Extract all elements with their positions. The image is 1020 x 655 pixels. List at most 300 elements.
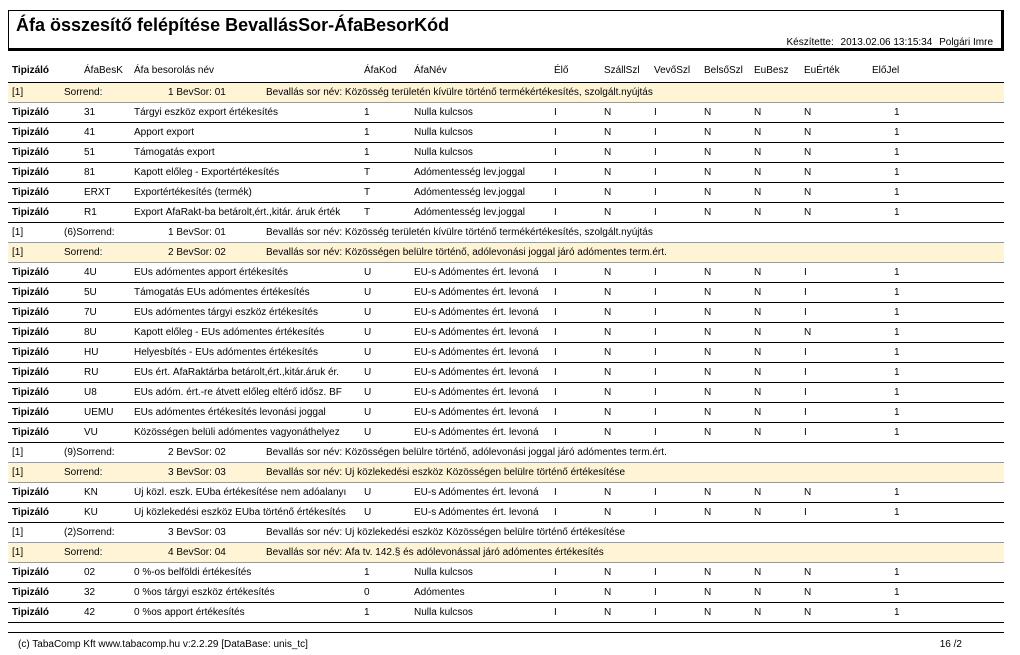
szallszl-cell: N [604,267,612,278]
tipizalo-cell: Tipizáló [12,407,50,418]
vevoszl-cell: I [654,167,657,178]
afakod-cell: T [364,167,371,178]
vevoszl-cell: I [654,287,657,298]
afakod-cell: T [364,207,371,218]
belsoszl-cell: N [704,147,712,158]
besorolas-cell: EUs adómentes apport értékesítés [134,267,288,278]
szallszl-cell: N [604,507,612,518]
belsoszl-cell: N [704,327,712,338]
tipizalo-cell: Tipizáló [12,187,50,198]
code-cell: KN [84,487,98,498]
elojel-cell: 1 [894,427,900,438]
eubesz-cell: N [754,427,762,438]
tipizalo-cell: Tipizáló [12,507,50,518]
afanev-cell: EU-s Adómentes ért. levoná [414,307,539,318]
besorolas-cell: Export ÁfaRakt-ba betárolt,ért.,kitár. áruk érték [134,207,341,218]
report-rows [8,83,1004,623]
belsoszl-cell: N [704,387,712,398]
sorrend-label: Sorrend: [64,87,103,98]
eubesz-cell: N [754,127,762,138]
belsoszl-cell: N [704,107,712,118]
col-afakod: ÁfaKod [364,65,397,76]
besorolas-cell: Támogatás export [134,147,215,158]
besorolas-cell: Új közlekedési eszköz EUba történő értékesítés [134,507,346,518]
euertek-cell: N [804,147,812,158]
besorolas-cell: 0 %os apport értékesítés [134,607,245,618]
afakod-cell: 0 [364,587,370,598]
elojel-cell: 1 [894,287,900,298]
code-cell: 8U [84,327,97,338]
elo-cell: I [554,187,557,198]
afakod-cell: 1 [364,147,370,158]
euertek-cell: N [804,327,812,338]
elo-cell: I [554,407,557,418]
tipizalo-cell: Tipizáló [12,487,50,498]
szallszl-cell: N [604,427,612,438]
euertek-cell: N [804,567,812,578]
afakod-cell: U [364,307,372,318]
besorolas-cell: Tárgyi eszköz export értékesítés [134,107,278,118]
bevallas-sor-nev: Bevallás sor név: Közösség területén kívülre történő termékértékesítés, szolgált.nyújtás [266,227,653,238]
code-cell: R1 [84,207,97,218]
code-cell: 7U [84,307,97,318]
belsoszl-cell: N [704,267,712,278]
code-cell: RU [84,367,99,378]
table-row [8,423,1004,443]
sorrend-label: (2)Sorrend: [64,527,115,538]
vevoszl-cell: I [654,127,657,138]
made-datetime: 2013.02.06 13:15:34 [840,37,933,48]
belsoszl-cell: N [704,207,712,218]
bevsor-label: 2 BevSor: 02 [168,447,226,458]
code-cell: UEMU [84,407,114,418]
footer-copyright: (c) TabaComp Kft www.tabacomp.hu v:2.2.29 [DataBase: unis_tc] [18,639,308,650]
szallszl-cell: N [604,587,612,598]
vevoszl-cell: I [654,587,657,598]
vevoszl-cell: I [654,367,657,378]
vevoszl-cell: I [654,187,657,198]
bevallas-sor-nev: Bevallás sor név: Áfa tv. 142.§ és adólevonással járó adómentes értékesítés [266,547,604,558]
vevoszl-cell: I [654,307,657,318]
eubesz-cell: N [754,607,762,618]
group-summary-row [8,223,1004,243]
group-header-row [8,463,1004,483]
euertek-cell: N [804,487,812,498]
sorrend-label: (9)Sorrend: [64,447,115,458]
vevoszl-cell: I [654,427,657,438]
elo-cell: I [554,167,557,178]
eubesz-cell: N [754,287,762,298]
belsoszl-cell: N [704,367,712,378]
afanev-cell: EU-s Adómentes ért. levoná [414,267,539,278]
group-header-row [8,243,1004,263]
besorolas-cell: Kapott előleg - EUs adómentes értékesítés [134,327,325,338]
col-elojel: ElőJel [872,65,900,76]
table-row [8,403,1004,423]
tipizalo-cell: Tipizáló [12,147,50,158]
vevoszl-cell: I [654,107,657,118]
eubesz-cell: N [754,107,762,118]
afanev-cell: EU-s Adómentes ért. levoná [414,507,539,518]
eubesz-cell: N [754,407,762,418]
elojel-cell: 1 [894,207,900,218]
col-besorolas: Áfa besorolás név [134,65,215,76]
belsoszl-cell: N [704,427,712,438]
code-cell: 02 [84,567,96,578]
euertek-cell: I [804,287,807,298]
afanev-cell: EU-s Adómentes ért. levoná [414,407,539,418]
afakod-cell: U [364,387,372,398]
elojel-cell: 1 [894,387,900,398]
vevoszl-cell: I [654,387,657,398]
code-cell: 42 [84,607,96,618]
elojel-cell: 1 [894,487,900,498]
euertek-cell: I [804,367,807,378]
tipizalo-cell: Tipizáló [12,607,50,618]
besorolas-cell: EUs adóm. ért.-re átvett előleg eltérő idősz. BF [134,387,342,398]
table-row [8,143,1004,163]
afakod-cell: U [364,327,372,338]
bevsor-label: 3 BevSor: 03 [168,467,226,478]
code-cell: VU [84,427,98,438]
euertek-cell: I [804,347,807,358]
sorrend-label: Sorrend: [64,247,103,258]
vevoszl-cell: I [654,407,657,418]
elo-cell: I [554,347,557,358]
elo-cell: I [554,207,557,218]
afanev-cell: EU-s Adómentes ért. levoná [414,287,539,298]
afanev-cell: Nulla kulcsos [414,607,473,618]
afakod-cell: 1 [364,127,370,138]
elo-cell: I [554,127,557,138]
col-afabesk: ÁfaBesK [84,65,123,76]
group-marker: [1] [12,247,24,258]
sorrend-label: (6)Sorrend: [64,227,115,238]
szallszl-cell: N [604,487,612,498]
tipizalo-cell: Tipizáló [12,367,50,378]
page-number: 16 /2 [939,639,962,650]
code-cell: 5U [84,287,97,298]
szallszl-cell: N [604,387,612,398]
table-row [8,343,1004,363]
euertek-cell: I [804,267,807,278]
eubesz-cell: N [754,507,762,518]
besorolas-cell: EUs adómentes értékesítés levonási joggal [134,407,326,418]
afanev-cell: EU-s Adómentes ért. levoná [414,327,539,338]
eubesz-cell: N [754,207,762,218]
report-title: Áfa összesítő felépítése BevallásSor-ÁfaBesorKód [16,15,450,35]
eubesz-cell: N [754,347,762,358]
afanev-cell: EU-s Adómentes ért. levoná [414,387,539,398]
afanev-cell: Adómentesség lev.joggal [414,207,525,218]
column-header [8,62,1004,83]
col-szallszl: SzállSzl [604,65,640,76]
besorolas-cell: Apport export [134,127,195,138]
elojel-cell: 1 [894,407,900,418]
belsoszl-cell: N [704,607,712,618]
elo-cell: I [554,587,557,598]
bevsor-label: 2 BevSor: 02 [168,247,226,258]
col-elo: Élő [554,65,569,76]
tipizalo-cell: Tipizáló [12,207,50,218]
elojel-cell: 1 [894,107,900,118]
vevoszl-cell: I [654,347,657,358]
report-header [8,10,1004,51]
code-cell: 4U [84,267,97,278]
tipizalo-cell: Tipizáló [12,307,50,318]
table-row [8,603,1004,623]
tipizalo-cell: Tipizáló [12,267,50,278]
szallszl-cell: N [604,207,612,218]
belsoszl-cell: N [704,507,712,518]
besorolas-cell: EUs ért. ÁfaRaktárba betárolt,ért.,kitár.áruk ér. [134,367,340,378]
elojel-cell: 1 [894,307,900,318]
vevoszl-cell: I [654,507,657,518]
besorolas-cell: 0 %os tárgyi eszköz értékesítés [134,587,275,598]
made-by: Polgári Imre [939,37,993,48]
report-footer [8,632,1004,655]
belsoszl-cell: N [704,407,712,418]
euertek-cell: N [804,167,812,178]
group-marker: [1] [12,467,24,478]
table-row [8,123,1004,143]
besorolas-cell: Kapott előleg - Exportértékesítés [134,167,280,178]
group-summary-row [8,443,1004,463]
afakod-cell: U [364,427,372,438]
table-row [8,303,1004,323]
besorolas-cell: Támogatás EUs adómentes értékesítés [134,287,310,298]
euertek-cell: I [804,427,807,438]
eubesz-cell: N [754,187,762,198]
elojel-cell: 1 [894,507,900,518]
table-row [8,383,1004,403]
col-tipizalo: Tipizáló [12,65,50,76]
eubesz-cell: N [754,387,762,398]
report-made-info [783,37,993,48]
afanev-cell: Nulla kulcsos [414,107,473,118]
eubesz-cell: N [754,267,762,278]
besorolas-cell: EUs adómentes tárgyi eszköz értékesítés [134,307,318,318]
table-row [8,323,1004,343]
table-row [8,203,1004,223]
szallszl-cell: N [604,347,612,358]
afanev-cell: Nulla kulcsos [414,147,473,158]
elojel-cell: 1 [894,327,900,338]
szallszl-cell: N [604,367,612,378]
eubesz-cell: N [754,167,762,178]
afakod-cell: U [364,287,372,298]
bevallas-sor-nev: Bevallás sor név: Közösség területén kívülre történő termékértékesítés, szolgált.nyújtás [266,87,653,98]
eubesz-cell: N [754,307,762,318]
eubesz-cell: N [754,587,762,598]
afakod-cell: 1 [364,607,370,618]
afakod-cell: U [364,407,372,418]
besorolas-cell: Új közl. eszk. EUba értékesítése nem adóalanyı [134,487,347,498]
elojel-cell: 1 [894,567,900,578]
eubesz-cell: N [754,487,762,498]
besorolas-cell: 0 %-os belföldi értékesítés [134,567,252,578]
table-row [8,183,1004,203]
tipizalo-cell: Tipizáló [12,567,50,578]
afanev-cell: EU-s Adómentes ért. levoná [414,367,539,378]
group-marker: [1] [12,547,24,558]
elo-cell: I [554,267,557,278]
afanev-cell: Nulla kulcsos [414,567,473,578]
euertek-cell: N [804,107,812,118]
elojel-cell: 1 [894,347,900,358]
eubesz-cell: N [754,367,762,378]
euertek-cell: N [804,187,812,198]
belsoszl-cell: N [704,187,712,198]
afakod-cell: U [364,267,372,278]
belsoszl-cell: N [704,307,712,318]
group-marker: [1] [12,87,24,98]
elo-cell: I [554,107,557,118]
afanev-cell: Adómentesség lev.joggal [414,187,525,198]
vevoszl-cell: I [654,147,657,158]
euertek-cell: I [804,507,807,518]
vevoszl-cell: I [654,207,657,218]
table-row [8,363,1004,383]
euertek-cell: N [804,587,812,598]
elo-cell: I [554,287,557,298]
elo-cell: I [554,307,557,318]
table-row [8,483,1004,503]
elojel-cell: 1 [894,167,900,178]
elojel-cell: 1 [894,367,900,378]
elo-cell: I [554,147,557,158]
eubesz-cell: N [754,327,762,338]
elojel-cell: 1 [894,267,900,278]
euertek-cell: N [804,127,812,138]
szallszl-cell: N [604,327,612,338]
belsoszl-cell: N [704,587,712,598]
afakod-cell: U [364,347,372,358]
code-cell: ERXT [84,187,111,198]
table-row [8,103,1004,123]
code-cell: U8 [84,387,97,398]
bevsor-label: 1 BevSor: 01 [168,87,226,98]
elo-cell: I [554,507,557,518]
szallszl-cell: N [604,167,612,178]
afanev-cell: EU-s Adómentes ért. levoná [414,427,539,438]
bevsor-label: 3 BevSor: 03 [168,527,226,538]
code-cell: 81 [84,167,96,178]
elo-cell: I [554,487,557,498]
bevsor-label: 1 BevSor: 01 [168,227,226,238]
group-marker: [1] [12,227,24,238]
belsoszl-cell: N [704,287,712,298]
elojel-cell: 1 [894,587,900,598]
col-afanev: ÁfaNév [414,65,447,76]
euertek-cell: I [804,307,807,318]
table-row [8,503,1004,523]
szallszl-cell: N [604,607,612,618]
afakod-cell: T [364,187,371,198]
bevsor-label: 4 BevSor: 04 [168,547,226,558]
afanev-cell: Adómentesség lev.joggal [414,167,525,178]
bevallas-sor-nev: Bevallás sor név: Közösségen belülre történő, adólevonási joggal járó adómentes term.ért. [266,247,667,258]
szallszl-cell: N [604,127,612,138]
besorolas-cell: Helyesbítés - EUs adómentes értékesítés [134,347,318,358]
elo-cell: I [554,367,557,378]
belsoszl-cell: N [704,487,712,498]
tipizalo-cell: Tipizáló [12,587,50,598]
szallszl-cell: N [604,147,612,158]
afakod-cell: U [364,367,372,378]
col-belsoszl: BelsőSzl [704,65,743,76]
elo-cell: I [554,387,557,398]
group-header-row [8,543,1004,563]
vevoszl-cell: I [654,327,657,338]
code-cell: 41 [84,127,96,138]
afakod-cell: U [364,487,372,498]
group-summary-row [8,523,1004,543]
elojel-cell: 1 [894,147,900,158]
sorrend-label: Sorrend: [64,547,103,558]
group-marker: [1] [12,447,24,458]
elojel-cell: 1 [894,607,900,618]
tipizalo-cell: Tipizáló [12,347,50,358]
afanev-cell: Adómentes [414,587,465,598]
table-row [8,283,1004,303]
tipizalo-cell: Tipizáló [12,127,50,138]
elojel-cell: 1 [894,187,900,198]
szallszl-cell: N [604,287,612,298]
elo-cell: I [554,427,557,438]
bevallas-sor-nev: Bevallás sor név: Közösségen belülre történő, adólevonási joggal járó adómentes term.ért. [266,447,667,458]
group-marker: [1] [12,527,24,538]
group-header-row [8,83,1004,103]
afanev-cell: EU-s Adómentes ért. levoná [414,347,539,358]
bevallas-sor-nev: Bevallás sor név: Új közlekedési eszköz Közösségen belülre történő értékesítése [266,467,626,478]
code-cell: KU [84,507,98,518]
code-cell: 32 [84,587,96,598]
belsoszl-cell: N [704,347,712,358]
made-label: Készítette: [786,37,834,48]
euertek-cell: I [804,387,807,398]
tipizalo-cell: Tipizáló [12,287,50,298]
szallszl-cell: N [604,407,612,418]
code-cell: 31 [84,107,96,118]
vevoszl-cell: I [654,567,657,578]
col-vevoszl: VevőSzl [654,65,691,76]
afanev-cell: EU-s Adómentes ért. levoná [414,487,539,498]
vevoszl-cell: I [654,267,657,278]
tipizalo-cell: Tipizáló [12,427,50,438]
vevoszl-cell: I [654,487,657,498]
table-row [8,583,1004,603]
afanev-cell: Nulla kulcsos [414,127,473,138]
belsoszl-cell: N [704,567,712,578]
afakod-cell: 1 [364,567,370,578]
szallszl-cell: N [604,187,612,198]
belsoszl-cell: N [704,127,712,138]
tipizalo-cell: Tipizáló [12,107,50,118]
col-euertek: EuÉrték [804,65,840,76]
tipizalo-cell: Tipizáló [12,167,50,178]
vevoszl-cell: I [654,607,657,618]
table-row [8,163,1004,183]
tipizalo-cell: Tipizáló [12,387,50,398]
szallszl-cell: N [604,107,612,118]
euertek-cell: N [804,607,812,618]
elojel-cell: 1 [894,127,900,138]
euertek-cell: I [804,407,807,418]
eubesz-cell: N [754,567,762,578]
afakod-cell: 1 [364,107,370,118]
szallszl-cell: N [604,307,612,318]
